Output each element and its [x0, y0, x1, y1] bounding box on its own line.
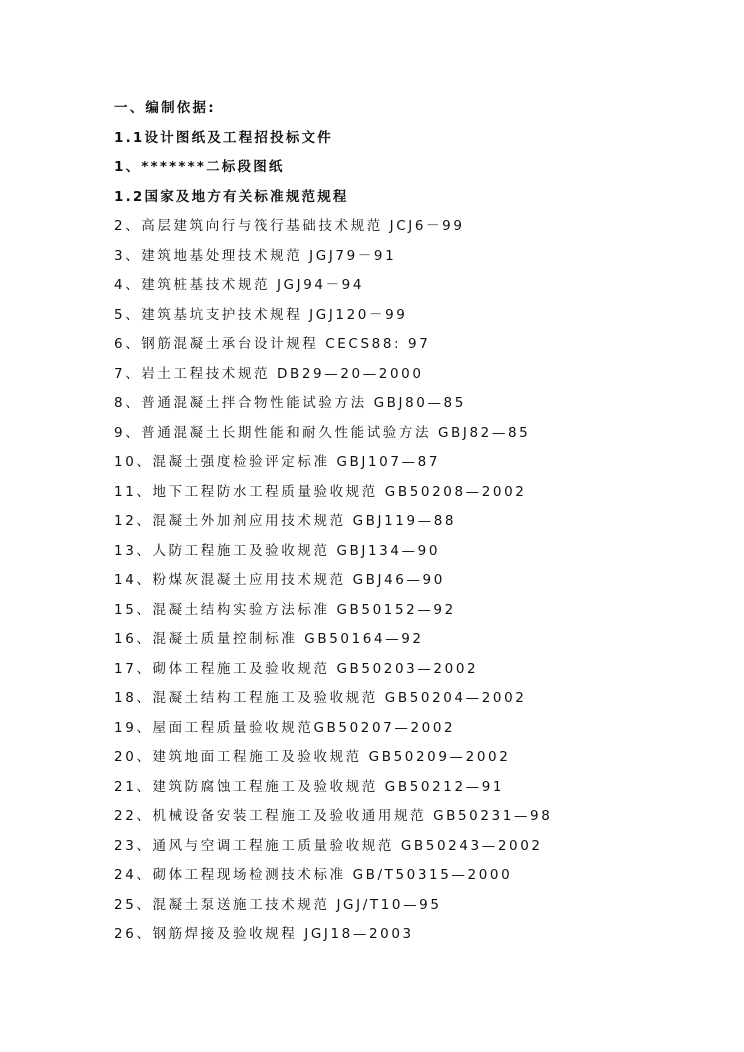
subsection-heading-1-2: 1.2国家及地方有关标准规范规程	[114, 188, 349, 205]
list-item: 25、混凝土泵送施工技术规范 JGJ/T10—95	[114, 896, 442, 913]
list-item: 4、建筑桩基技术规范 JGJ94－94	[114, 277, 365, 293]
section-heading: 一、编制依据:	[114, 100, 216, 116]
list-item: 11、地下工程防水工程质量验收规范 GB50208—2002	[114, 483, 527, 500]
list-item: 2、高层建筑向行与筏行基础技术规范 JCJ6－99	[114, 218, 465, 234]
list-item: 10、混凝土强度检验评定标准 GBJ107—87	[114, 454, 441, 470]
list-item: 17、砌体工程施工及验收规范 GB50203—2002	[114, 660, 479, 677]
list-item: 15、混凝土结构实验方法标准 GB50152—92	[114, 601, 456, 618]
list-item: 23、通风与空调工程施工质量验收规范 GB50243—2002	[114, 837, 543, 854]
list-item: 14、粉煤灰混凝土应用技术规范 GBJ46—90	[114, 572, 445, 588]
list-item: 26、钢筋焊接及验收规程 JGJ18—2003	[114, 926, 414, 942]
list-item: 18、混凝土结构工程施工及验收规范 GB50204—2002	[114, 690, 527, 706]
list-item: 7、岩土工程技术规范 DB29—20—2000	[114, 365, 424, 382]
list-item: 20、建筑地面工程施工及验收规范 GB50209—2002	[114, 749, 511, 765]
list-item: 13、人防工程施工及验收规范 GBJ134—90	[114, 542, 441, 559]
list-item: 9、普通混凝土长期性能和耐久性能试验方法 GBJ82—85	[114, 424, 531, 441]
list-item: 6、钢筋混凝土承台设计规程 CECS88: 97	[114, 336, 431, 352]
list-item-1: 1、*******二标段图纸	[114, 159, 285, 175]
list-item: 16、混凝土质量控制标准 GB50164—92	[114, 631, 424, 647]
list-item: 3、建筑地基处理技术规范 JGJ79－91	[114, 247, 397, 264]
list-item: 12、混凝土外加剂应用技术规范 GBJ119—88	[114, 513, 457, 529]
list-item: 8、普通混凝土拌合物性能试验方法 GBJ80—85	[114, 395, 466, 411]
subsection-heading-1-1: 1.1设计图纸及工程招投标文件	[114, 129, 333, 146]
list-item: 5、建筑基坑支护技术规程 JGJ120－99	[114, 306, 408, 323]
list-item: 22、机械设备安装工程施工及验收通用规范 GB50231—98	[114, 808, 553, 824]
list-item: 19、屋面工程质量验收规范GB50207—2002	[114, 719, 456, 736]
document-body	[114, 94, 714, 950]
list-item: 21、建筑防腐蚀工程施工及验收规范 GB50212—91	[114, 778, 505, 795]
list-item: 24、砌体工程现场检测技术标准 GB/T50315—2000	[114, 867, 513, 883]
